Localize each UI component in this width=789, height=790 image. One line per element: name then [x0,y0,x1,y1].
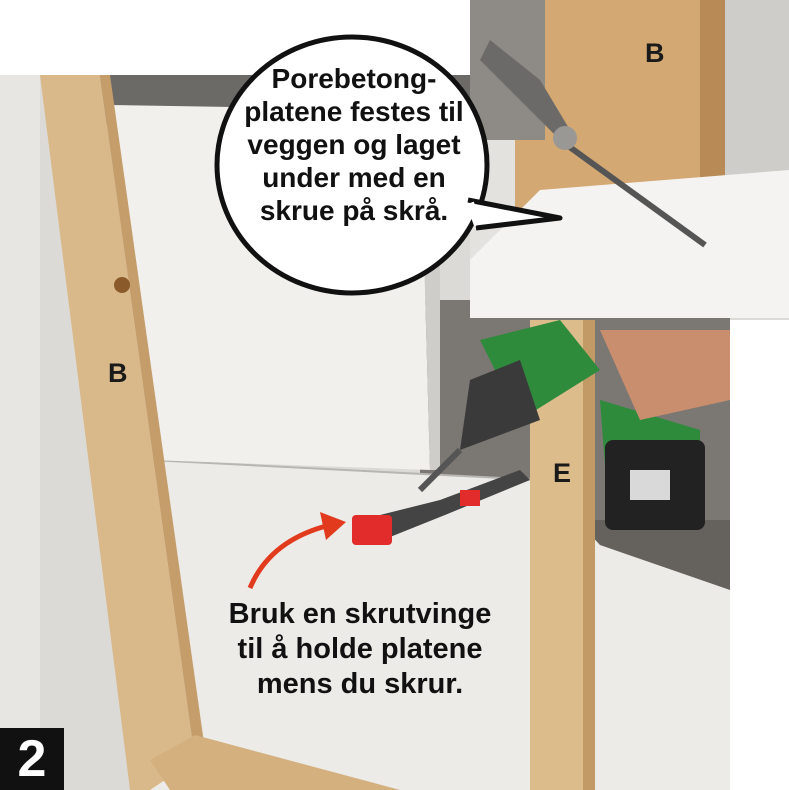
label-main-e: E [553,458,572,488]
inset-photo [470,0,789,318]
caption-line: Bruk en skrutvinge [228,598,492,630]
bubble-line: Porebetong- [271,63,437,94]
bubble-line: skrue på skrå. [259,195,449,226]
step-number-badge: 2 [0,728,64,790]
caption-line: til å holde platene [237,633,483,665]
caption-line: mens du skrur. [256,668,464,700]
bubble-line: veggen og laget [247,129,461,160]
bubble-text [232,62,476,227]
bubble-line: under med en [262,162,446,193]
caption [200,597,520,702]
label-inset-b: B [645,38,665,68]
label-main-b: B [108,358,128,388]
bubble-line: platene festes til [244,96,464,127]
